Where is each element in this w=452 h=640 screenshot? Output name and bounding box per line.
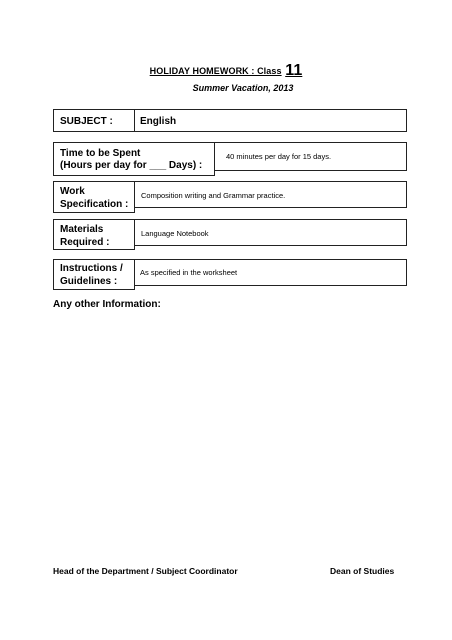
page-title bbox=[0, 62, 452, 80]
instructions-value: As specified in the worksheet bbox=[140, 268, 238, 277]
page-subtitle: Summer Vacation, 2013 bbox=[192, 83, 294, 93]
materials-label-box bbox=[53, 219, 135, 250]
class-number: 11 bbox=[285, 62, 303, 79]
time-label-line1: Time to be Spent bbox=[60, 148, 141, 159]
title-text: HOLIDAY HOMEWORK : Class bbox=[149, 66, 282, 76]
other-info-label: Any other Information: bbox=[53, 299, 161, 310]
footer-hod: Head of the Department / Subject Coordinator bbox=[53, 566, 238, 576]
work-label-line2: Specification : bbox=[60, 199, 129, 210]
footer-dean: Dean of Studies bbox=[330, 566, 395, 576]
work-label-line1: Work bbox=[60, 186, 85, 197]
subject-label: SUBJECT : bbox=[60, 116, 113, 127]
work-label-box bbox=[53, 181, 135, 213]
instructions-label-box bbox=[53, 259, 135, 290]
materials-label-line1: Materials bbox=[60, 224, 104, 235]
subject-value-box bbox=[134, 109, 407, 132]
instructions-value-box bbox=[134, 259, 407, 286]
instructions-label-line2: Guidelines : bbox=[60, 276, 118, 287]
time-value-box bbox=[214, 142, 407, 171]
instructions-label-line1: Instructions / bbox=[60, 263, 123, 274]
subject-value: English bbox=[140, 116, 177, 127]
time-label-box bbox=[53, 142, 215, 176]
work-value-box bbox=[134, 181, 407, 208]
materials-value: Language Notebook bbox=[141, 229, 209, 238]
time-value: 40 minutes per day for 15 days. bbox=[226, 152, 332, 161]
materials-label-line2: Required : bbox=[60, 237, 110, 248]
materials-value-box bbox=[134, 219, 407, 246]
work-value: Composition writing and Grammar practice. bbox=[141, 191, 286, 200]
time-label-line2: (Hours per day for ___ Days) : bbox=[60, 160, 203, 171]
subject-label-box bbox=[53, 109, 135, 132]
